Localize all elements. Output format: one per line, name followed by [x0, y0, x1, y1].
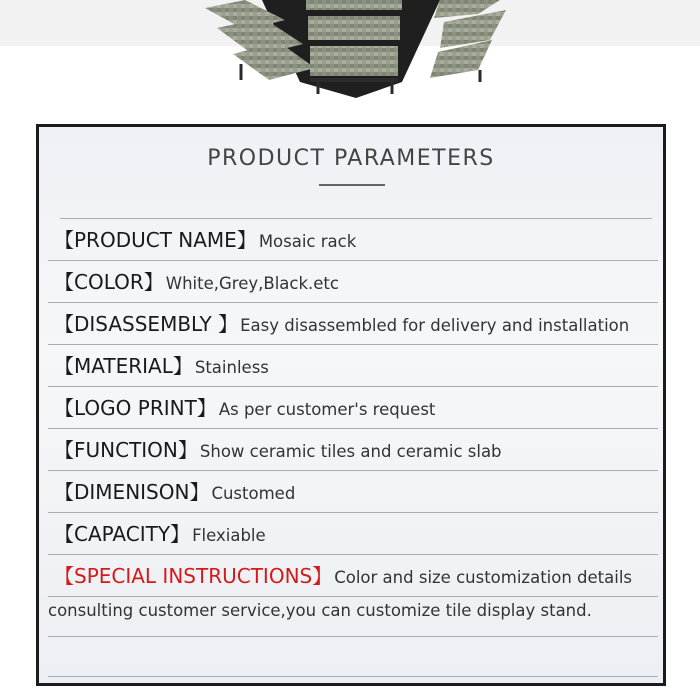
param-row-capacity: [54, 519, 266, 549]
param-row-function: [54, 435, 502, 465]
divider: [48, 344, 658, 345]
param-label: 【LOGO PRINT】: [54, 396, 217, 420]
param-value: Show ceramic tiles and ceramic slab: [199, 442, 502, 461]
param-row-dimension: [54, 477, 295, 507]
param-value: As per customer's request: [218, 400, 436, 419]
title-underline: [319, 184, 385, 186]
param-label: 【MATERIAL】: [54, 354, 193, 378]
param-value: Flexiable: [192, 526, 266, 545]
param-row-disassembly: [54, 309, 629, 339]
divider: [48, 470, 658, 471]
param-row-color: [54, 267, 339, 297]
param-label: 【PRODUCT NAME】: [54, 228, 257, 252]
param-label: 【FUNCTION】: [54, 438, 198, 462]
divider: [48, 512, 658, 513]
divider: [48, 302, 658, 303]
divider: [60, 218, 652, 219]
divider: [48, 636, 658, 637]
product-parameters-panel: [36, 124, 666, 686]
param-value: Stainless: [194, 358, 269, 377]
param-row-special-instructions: [54, 561, 632, 591]
param-label: 【DISASSEMBLY 】: [54, 312, 239, 336]
param-value: Customed: [211, 484, 296, 503]
param-row-material: [54, 351, 269, 381]
divider: [48, 428, 658, 429]
param-row-product-name: [54, 225, 356, 255]
divider: [48, 596, 658, 597]
param-value: Mosaic rack: [258, 232, 357, 251]
panel-title: PRODUCT PARAMETERS: [207, 146, 495, 171]
product-rack-image: [0, 0, 700, 110]
param-label: 【CAPACITY】: [54, 522, 191, 546]
divider: [48, 554, 658, 555]
param-value: Easy disassembled for delivery and installation: [240, 316, 630, 335]
special-instructions-continuation: consulting customer service,you can customize tile display stand.: [48, 601, 592, 620]
special-instructions-label: 【SPECIAL INSTRUCTIONS】: [54, 564, 333, 588]
divider: [48, 260, 658, 261]
divider: [48, 676, 658, 677]
special-instructions-value: Color and size customization details: [334, 568, 633, 587]
param-row-logo-print: [54, 393, 435, 423]
param-label: 【COLOR】: [54, 270, 164, 294]
param-label: 【DIMENISON】: [54, 480, 210, 504]
param-value: White,Grey,Black.etc: [165, 274, 339, 293]
divider: [48, 386, 658, 387]
